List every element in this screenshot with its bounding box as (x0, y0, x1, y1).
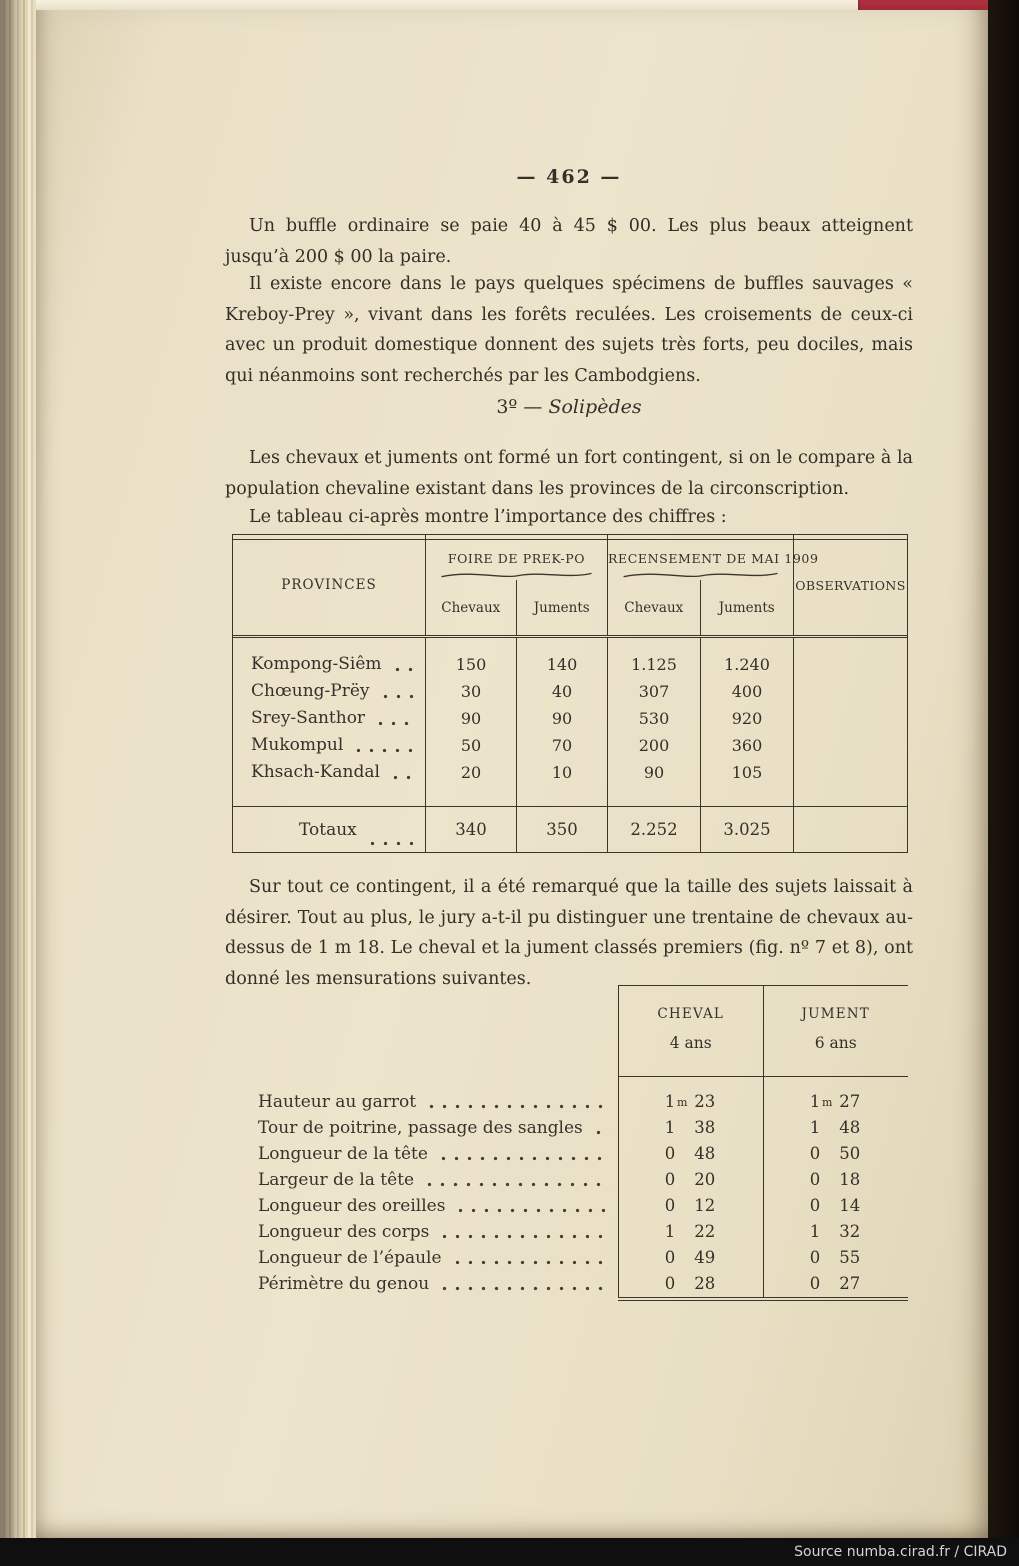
table-inner-top-rule (233, 539, 907, 540)
dot-leader (425, 1104, 610, 1109)
recensement-subcolumns (608, 580, 793, 635)
paragraph-horses-contingent: Les chevaux et juments ont formé un fort contingent, si on le compare à la population chevaline existant dans les provinces de la circonscription. (225, 448, 913, 499)
foire-subcolumns (426, 580, 607, 635)
measure-row-longueur-oreilles (258, 1193, 908, 1219)
group-title-recensement: RECENSEMENT DE MAI 1909 (608, 551, 819, 566)
measure-row-longueur-corps (258, 1219, 908, 1245)
jument-age: 6 ans (814, 1034, 857, 1052)
foire-juments-cell: 70 (517, 732, 608, 759)
measure-values-box (618, 1219, 908, 1245)
paragraph-buffalo-price: Un buffle ordinaire se paie 40 à 45 $ 00. Les plus beaux atteignent jusqu’à 200 $ 00 la paire. (225, 216, 913, 267)
province-cell (233, 732, 426, 759)
province-cell (233, 759, 426, 786)
measure-values-box (618, 1089, 908, 1115)
census-table-body (233, 638, 907, 852)
foire-juments-total: 350 (517, 806, 608, 852)
column-header-cheval (619, 986, 764, 1076)
dot-leader (352, 748, 417, 753)
rec-chevaux-cell: 307 (608, 678, 701, 705)
spacer-cell (517, 786, 608, 806)
foire-juments-cell: 40 (517, 678, 608, 705)
cheval-title: CHEVAL (657, 1006, 725, 1022)
dot-leader (423, 1182, 610, 1187)
header-label-space (258, 985, 618, 1077)
province-cell (233, 638, 426, 678)
measure-label: Longueur de la tête (258, 1144, 428, 1164)
provinces-header-label: PROVINCES (281, 577, 377, 593)
dot-leader (379, 694, 417, 699)
measure-pad-row (258, 1077, 908, 1089)
rec-chevaux-cell: 90 (608, 759, 701, 786)
column-header-jument (764, 986, 909, 1076)
spacer-cell (258, 1297, 618, 1301)
table-row-khsach-kandal (233, 759, 907, 786)
column-group-foire (426, 535, 608, 635)
cheval-value: 1 $^m$ 23 (619, 1089, 764, 1115)
province-name: Kompong-Siêm (251, 653, 382, 674)
table-row-srey-santhor (233, 705, 907, 732)
spacer-cell (794, 786, 907, 806)
section-title-word: Solipèdes (548, 396, 642, 418)
spacer-cell (233, 786, 426, 806)
subcolumn-foire-chevaux: Chevaux (426, 580, 517, 635)
table-spacer-row (233, 786, 907, 806)
column-header-provinces (233, 535, 426, 635)
section-heading (225, 396, 913, 418)
measure-values-box (618, 1167, 908, 1193)
measure-label-cell (258, 1167, 618, 1193)
province-name: Khsach-Kandal (251, 761, 380, 782)
measure-label-cell (258, 1141, 618, 1167)
subcolumn-rec-juments: Juments (718, 599, 775, 616)
subcolumn-rec-chevaux: Chevaux (608, 580, 701, 635)
province-name: Mukompul (251, 734, 344, 755)
measurements-table (258, 985, 908, 1301)
spacer-cell (258, 1077, 618, 1089)
cheval-value: 1 22 (619, 1219, 764, 1245)
observations-cell (794, 806, 907, 852)
dot-leader (374, 721, 417, 726)
measure-values-box (618, 1115, 908, 1141)
measure-label-cell (258, 1115, 618, 1141)
province-cell (233, 705, 426, 732)
jument-value: 0 50 (809, 1144, 861, 1163)
rec-juments-cell: 360 (701, 732, 794, 759)
spacer-cell (426, 786, 517, 806)
foire-chevaux-cell: 20 (426, 759, 517, 786)
measure-label: Largeur de la tête (258, 1170, 415, 1190)
horse-census-table (232, 534, 908, 853)
book-cover-edge (988, 0, 1019, 1566)
brace-decoration (438, 569, 595, 580)
paragraph-wild-buffalo: Il existe encore dans le pays quelques spécimens de buffles sauvages « Kreboy-Prey », vivant dans les forêts reculées. Les croisements de ceux-ci avec un produit domestique donnent des sujets très forts, peu dociles, mais qui néanmoins sont recherchés par les Cambodgiens. (225, 274, 913, 386)
jument-value: 0 27 (809, 1274, 861, 1293)
paragraph-jury-remark: Sur tout ce contingent, il a été remarqué que la taille des sujets laissait à désirer. Tout au plus, le jury a-t-il pu distinguer une trentaine de chevaux au-dessus de 1 m 18. Le cheval et la jument classés premiers (fig. nº 7 et 8), ont donné les mensurations suivantes. (225, 877, 913, 989)
rec-juments-cell: 105 (701, 759, 794, 786)
spacer-box (618, 1077, 908, 1089)
measure-values-box (618, 1193, 908, 1219)
cheval-value: 0 48 (619, 1141, 764, 1167)
section-number: 3º — (496, 396, 543, 418)
measure-label-cell (258, 1089, 618, 1115)
page-number: — 462 — (516, 166, 622, 188)
cheval-age: 4 ans (669, 1034, 712, 1052)
observations-cell (794, 732, 907, 759)
dot-leader (391, 667, 417, 672)
table-row-kompong-siem (233, 638, 907, 678)
rec-juments-total: 3.025 (701, 806, 794, 852)
table-bottom-rule (618, 1297, 908, 1301)
observations-cell (794, 678, 907, 705)
footer-bar (0, 1538, 1019, 1566)
rec-chevaux-cell: 530 (608, 705, 701, 732)
column-header-observations (794, 535, 907, 635)
spacer-cell (701, 786, 794, 806)
jument-value: 0 14 (809, 1196, 861, 1215)
province-name: Srey-Santhor (251, 707, 366, 728)
census-table-header (233, 535, 907, 635)
observations-cell (794, 705, 907, 732)
foire-chevaux-cell: 50 (426, 732, 517, 759)
jument-value: 0 55 (809, 1248, 861, 1267)
rec-chevaux-cell: 1.125 (608, 638, 701, 678)
observations-header-label: OBSERVATIONS (795, 577, 906, 593)
cheval-value: 1 38 (619, 1115, 764, 1141)
totaux-label: Totaux (299, 819, 357, 840)
spacer-cell (619, 1077, 764, 1089)
dot-leader (389, 775, 417, 780)
book-page (36, 10, 988, 1538)
measure-values-box (618, 1245, 908, 1271)
measure-row-longueur-tete (258, 1141, 908, 1167)
cheval-value: 0 28 (619, 1271, 764, 1297)
measure-row-hauteur-garrot (258, 1089, 908, 1115)
foire-juments-cell: 10 (517, 759, 608, 786)
observations-cell (794, 759, 907, 786)
totaux-label-cell (233, 806, 426, 852)
foire-juments-cell: 90 (517, 705, 608, 732)
province-cell (233, 678, 426, 705)
spacer-cell (608, 786, 701, 806)
measure-label: Hauteur au garrot (258, 1092, 417, 1112)
measure-label: Longueur des oreilles (258, 1196, 446, 1216)
foire-chevaux-cell: 30 (426, 678, 517, 705)
jument-value: 1 48 (809, 1118, 861, 1137)
measure-row-longueur-epaule (258, 1245, 908, 1271)
foire-chevaux-cell: 150 (426, 638, 517, 678)
measure-label: Longueur des corps (258, 1222, 430, 1242)
cheval-value: 0 12 (619, 1193, 764, 1219)
dot-leader (438, 1234, 610, 1239)
rec-chevaux-total: 2.252 (608, 806, 701, 852)
rec-juments-cell: 920 (701, 705, 794, 732)
dot-leader (438, 1286, 610, 1291)
foire-juments-cell: 140 (517, 638, 608, 678)
source-attribution: Source numba.cirad.fr / CIRAD (794, 1544, 1007, 1560)
table-row-choeung-prey (233, 678, 907, 705)
measure-label: Périmètre du genou (258, 1274, 430, 1294)
measure-table-header (258, 985, 908, 1077)
measure-header-box (618, 985, 908, 1077)
rec-juments-cell: 400 (701, 678, 794, 705)
spacer-cell (764, 1077, 909, 1089)
measure-row-perimetre-genou (258, 1271, 908, 1297)
cheval-value: 0 49 (619, 1245, 764, 1271)
jument-value: 0 18 (809, 1170, 861, 1189)
jument-value: 1 $^m$ 27 (809, 1092, 861, 1111)
province-name: Chœung-Prëy (251, 680, 370, 701)
paragraph-table-intro: Le tableau ci-après montre l’importance des chiffres : (249, 507, 727, 527)
measure-label: Longueur de l’épaule (258, 1248, 442, 1268)
measure-values-box (618, 1141, 908, 1167)
measure-values-box (618, 1271, 908, 1297)
rec-juments-cell: 1.240 (701, 638, 794, 678)
measure-table-bottom (258, 1297, 908, 1301)
dot-leader (437, 1156, 610, 1161)
measure-label-cell (258, 1219, 618, 1245)
jument-value: 1 32 (809, 1222, 861, 1241)
rec-chevaux-cell: 200 (608, 732, 701, 759)
foire-chevaux-cell: 90 (426, 705, 517, 732)
table-row-mukompul (233, 732, 907, 759)
measure-label-cell (258, 1271, 618, 1297)
measure-row-tour-poitrine (258, 1115, 908, 1141)
foire-chevaux-total: 340 (426, 806, 517, 852)
measure-label-cell (258, 1245, 618, 1271)
brace-decoration (620, 569, 781, 580)
book-page-stack-edge (0, 0, 36, 1566)
dot-leader (454, 1208, 610, 1213)
table-row-totaux (233, 806, 907, 852)
column-group-recensement (608, 535, 819, 635)
group-title-foire: FOIRE DE PREK-PO (447, 551, 586, 566)
measure-row-largeur-tete (258, 1167, 908, 1193)
dot-leader (592, 1130, 610, 1135)
dot-leader (451, 1260, 610, 1265)
jument-title: JUMENT (801, 1006, 870, 1022)
subcolumn-foire-juments: Juments (533, 599, 590, 616)
cheval-value: 0 20 (619, 1167, 764, 1193)
measure-label: Tour de poitrine, passage des sangles (258, 1118, 583, 1138)
measure-label-cell (258, 1193, 618, 1219)
observations-cell (794, 638, 907, 678)
dot-leader (366, 841, 417, 846)
